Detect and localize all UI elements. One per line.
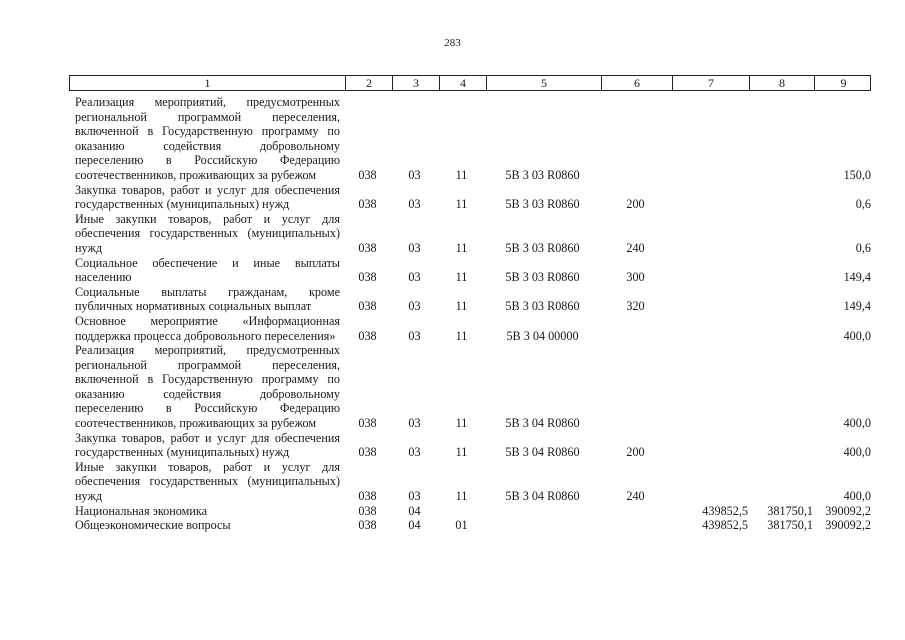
header-col-4: 4 xyxy=(439,76,486,90)
subsection-code: 11 xyxy=(455,489,468,504)
expense-type: 240 xyxy=(626,489,645,504)
table-row xyxy=(69,285,871,314)
table-row xyxy=(69,95,871,183)
header-col-2: 2 xyxy=(345,76,392,90)
ministry-code: 038 xyxy=(358,518,377,533)
header-col-7: 7 xyxy=(672,76,749,90)
row-description: Иные закупки товаров, работ и услуг для обеспечения государственных (муниципальных) нужд xyxy=(75,211,340,255)
header-col-1: 1 xyxy=(204,76,211,90)
section-code: 03 xyxy=(408,167,421,182)
subsection-code: 11 xyxy=(455,416,468,431)
amount-col-9: 149,4 xyxy=(843,270,871,285)
amount-col-8: 381750,1 xyxy=(767,503,813,518)
row-description: Иные закупки товаров, работ и услуг для обеспечения государственных (муниципальных) нужд xyxy=(75,459,340,504)
subsection-code: 11 xyxy=(455,240,468,255)
amount-col-9: 150,0 xyxy=(843,167,871,182)
amount-col-9: 390092,2 xyxy=(825,503,871,518)
ministry-code: 038 xyxy=(358,445,377,460)
expense-type: 300 xyxy=(626,270,645,285)
budget-table xyxy=(69,75,871,533)
amount-col-7: 439852,5 xyxy=(702,503,748,518)
table-header xyxy=(69,75,871,91)
ministry-code: 038 xyxy=(358,416,377,431)
section-code: 04 xyxy=(408,518,421,533)
ministry-code: 038 xyxy=(358,197,377,212)
target-article: 5В 3 03 R0860 xyxy=(505,240,580,255)
section-code: 03 xyxy=(408,445,421,460)
row-description: Национальная экономика xyxy=(75,503,208,518)
header-col-6: 6 xyxy=(601,76,672,90)
subsection-code: 11 xyxy=(455,299,468,314)
ministry-code: 038 xyxy=(358,270,377,285)
target-article: 5В 3 03 R0860 xyxy=(505,270,580,285)
amount-col-9: 400,0 xyxy=(843,445,871,460)
ministry-code: 038 xyxy=(358,503,377,518)
header-col-9: 9 xyxy=(814,76,872,90)
amount-col-9: 400,0 xyxy=(843,489,871,504)
ministry-code: 038 xyxy=(358,328,377,343)
target-article: 5В 3 03 R0860 xyxy=(505,299,580,314)
section-code: 03 xyxy=(408,240,421,255)
target-article: 5В 3 04 R0860 xyxy=(505,489,580,504)
amount-col-7: 439852,5 xyxy=(702,518,748,533)
expense-type: 240 xyxy=(626,240,645,255)
row-description: Социальное обеспечение и иные выплаты населению xyxy=(75,255,340,285)
row-description: Закупка товаров, работ и услуг для обеспечения государственных (муниципальных) нужд xyxy=(75,182,340,212)
header-col-3: 3 xyxy=(392,76,439,90)
ministry-code: 038 xyxy=(358,240,377,255)
table-row xyxy=(69,212,871,256)
table-row xyxy=(69,183,871,212)
section-code: 04 xyxy=(408,503,421,518)
amount-col-9: 0,6 xyxy=(855,197,871,212)
subsection-code: 11 xyxy=(455,328,468,343)
expense-type: 200 xyxy=(626,445,645,460)
amount-col-9: 149,4 xyxy=(843,299,871,314)
table-row xyxy=(69,343,871,431)
table-row xyxy=(69,518,871,533)
ministry-code: 038 xyxy=(358,167,377,182)
target-article: 5В 3 03 R0860 xyxy=(505,167,580,182)
row-description: Социальные выплаты гражданам, кроме публичных нормативных социальных выплат xyxy=(75,284,340,314)
amount-col-9: 400,0 xyxy=(843,416,871,431)
table-body xyxy=(69,95,871,533)
table-row xyxy=(69,504,871,519)
target-article: 5В 3 03 R0860 xyxy=(505,197,580,212)
section-code: 03 xyxy=(408,299,421,314)
page-number: 283 xyxy=(444,37,461,49)
row-description: Реализация мероприятий, предусмотренных региональной программой переселения, включенной в Государственную программу по оказанию содействия добровольному переселению в Российскую Федерацию соотечественников, проживающих за рубежом xyxy=(75,343,340,431)
section-code: 03 xyxy=(408,489,421,504)
ministry-code: 038 xyxy=(358,299,377,314)
row-description: Основное мероприятие «Информационная поддержка процесса добровольного переселения» xyxy=(75,313,340,343)
header-col-5: 5 xyxy=(486,76,601,90)
table-row xyxy=(69,314,871,343)
amount-col-9: 400,0 xyxy=(843,328,871,343)
subsection-code: 11 xyxy=(455,167,468,182)
row-description: Общеэкономические вопросы xyxy=(75,518,231,533)
expense-type: 200 xyxy=(626,197,645,212)
amount-col-8: 381750,1 xyxy=(767,518,813,533)
table-row xyxy=(69,431,871,460)
section-code: 03 xyxy=(408,328,421,343)
header-col-8: 8 xyxy=(749,76,814,90)
subsection-code: 11 xyxy=(455,270,468,285)
subsection-code: 01 xyxy=(455,518,468,533)
subsection-code: 11 xyxy=(455,445,468,460)
table-row xyxy=(69,256,871,285)
section-code: 03 xyxy=(408,270,421,285)
expense-type: 320 xyxy=(626,299,645,314)
amount-col-9: 390092,2 xyxy=(825,518,871,533)
ministry-code: 038 xyxy=(358,489,377,504)
target-article: 5В 3 04 R0860 xyxy=(505,445,580,460)
table-row xyxy=(69,460,871,504)
subsection-code: 11 xyxy=(455,197,468,212)
amount-col-9: 0,6 xyxy=(855,240,871,255)
section-code: 03 xyxy=(408,416,421,431)
section-code: 03 xyxy=(408,197,421,212)
row-description: Закупка товаров, работ и услуг для обеспечения государственных (муниципальных) нужд xyxy=(75,430,340,460)
row-description: Реализация мероприятий, предусмотренных региональной программой переселения, включенной в Государственную программу по оказанию содействия добровольному переселению в Российскую Федерацию соотечественников, проживающих за рубежом xyxy=(75,95,340,182)
target-article: 5В 3 04 00000 xyxy=(506,328,579,343)
target-article: 5В 3 04 R0860 xyxy=(505,416,580,431)
